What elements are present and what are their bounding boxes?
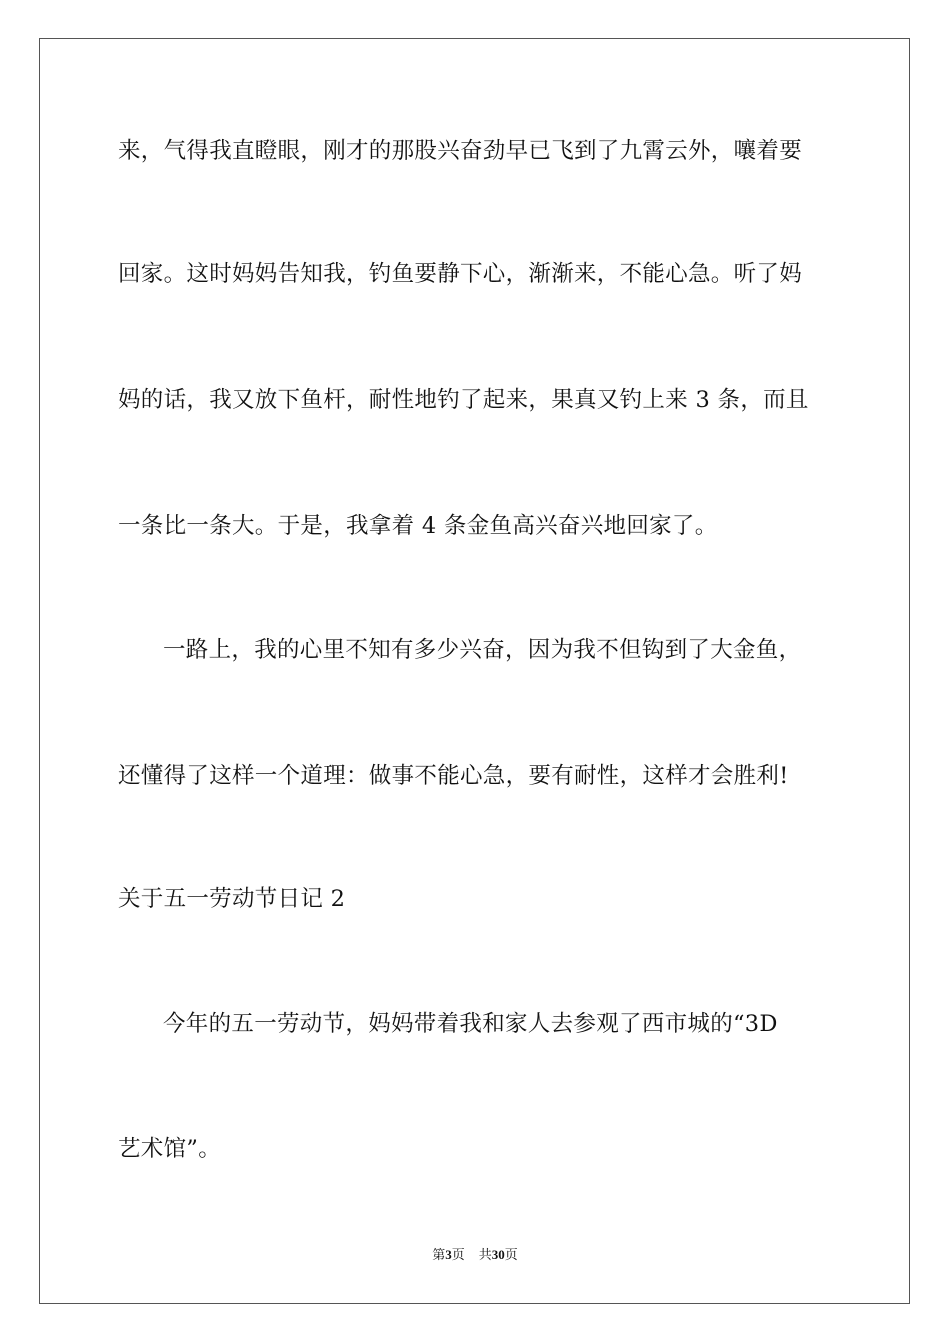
footer-total-suffix: 页: [504, 1247, 518, 1262]
footer-total-pages: 30: [491, 1247, 505, 1262]
section-line-1: 今年的五一劳动节，妈妈带着我和家人去参观了西市城的“3D: [163, 1011, 778, 1037]
page-footer: [0, 1247, 950, 1263]
page-border: [39, 38, 910, 1304]
paragraph-line-5: 一路上，我的心里不知有多少兴奋，因为我不但钩到了大金鱼，: [163, 637, 802, 663]
footer-page-suffix: 页: [451, 1247, 465, 1262]
footer-page-number: 3: [445, 1247, 452, 1262]
paragraph-line-1: 来，气得我直瞪眼，刚才的那股兴奋劲早已飞到了九霄云外，嚷着要: [118, 138, 803, 164]
footer-total-prefix: 共: [478, 1247, 492, 1262]
footer-prefix: 第: [432, 1247, 446, 1262]
paragraph-line-6: 还懂得了这样一个道理：做事不能心急，要有耐性，这样才会胜利!: [118, 763, 789, 789]
paragraph-line-4: 一条比一条大。于是，我拿着 4 条金鱼高兴奋兴地回家了。: [118, 513, 718, 539]
section-title: 关于五一劳动节日记 2: [118, 886, 346, 912]
paragraph-line-2: 回家。这时妈妈告知我，钓鱼要静下心，渐渐来，不能心急。听了妈: [118, 261, 803, 287]
section-line-2: 艺术馆”。: [118, 1136, 222, 1162]
paragraph-line-3: 妈的话，我又放下鱼杆，耐性地钓了起来，果真又钓上来 3 条，而且: [118, 387, 809, 413]
